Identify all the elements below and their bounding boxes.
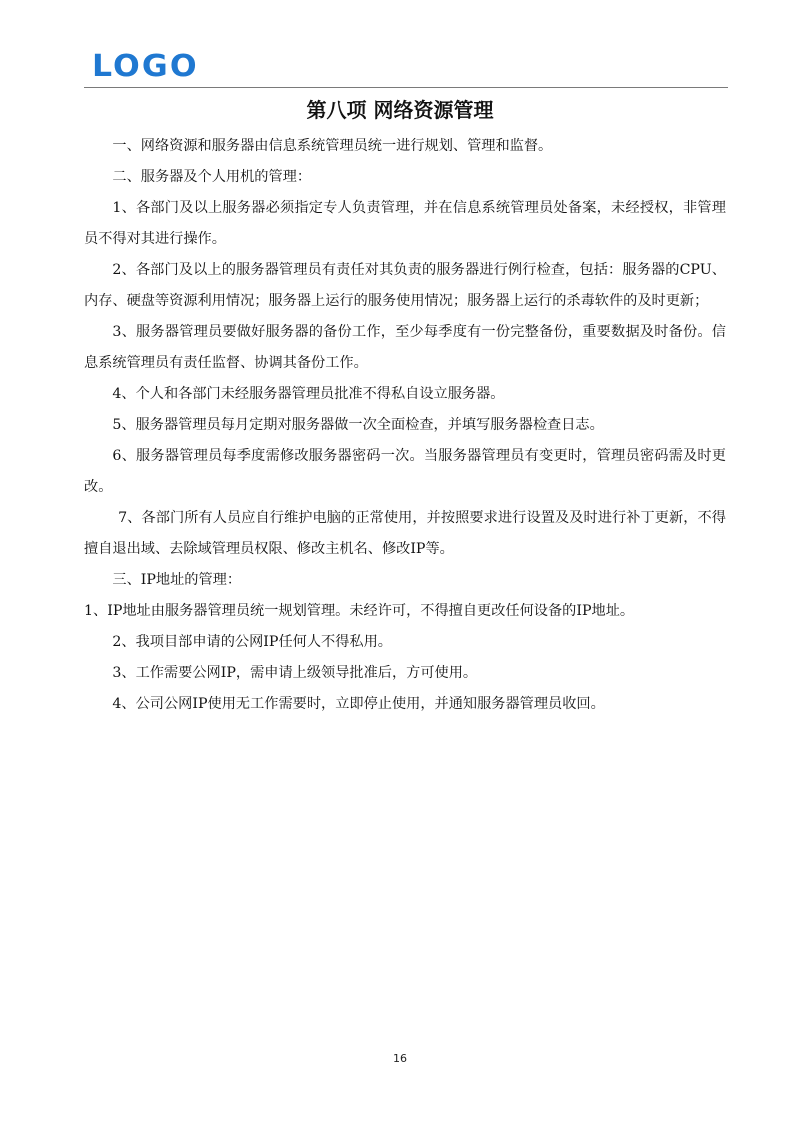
paragraph-item-2-5: 5、服务器管理员每月定期对服务器做一次全面检查，并填写服务器检查日志。 <box>112 417 604 433</box>
paragraph-item-2-2: 2、各部门及以上的服务器管理员有责任对其负责的服务器进行例行检查，包括：服务器的CPU、内存、硬盘等资源利用情况；服务器上运行的服务使用情况；服务器上运行的杀毒软件的及时更新； <box>84 262 726 309</box>
paragraph-section-1: 一、网络资源和服务器由信息系统管理员统一进行规划、管理和监督。 <box>112 138 553 154</box>
page-number: 16 <box>393 1052 407 1065</box>
paragraph-section-3: 三、IP地址的管理： <box>112 572 242 588</box>
paragraph-item-3-1: 1、IP地址由服务器管理员统一规划管理。未经许可，不得擅自更改任何设备的IP地址。 <box>84 603 635 619</box>
paragraph-item-2-1: 1、各部门及以上服务器必须指定专人负责管理，并在信息系统管理员处备案，未经授权，非管理员不得对其进行操作。 <box>84 200 726 247</box>
paragraph-item-2-4: 4、个人和各部门未经服务器管理员批准不得私自设立服务器。 <box>112 386 505 402</box>
paragraph-item-3-2: 2、我项目部申请的公网IP任何人不得私用。 <box>112 634 392 650</box>
paragraph-section-2: 二、服务器及个人用机的管理： <box>112 169 312 185</box>
paragraph-item-3-4: 4、公司公网IP使用无工作需要时，立即停止使用，并通知服务器管理员收回。 <box>112 696 605 712</box>
paragraph-item-2-3: 3、服务器管理员要做好服务器的备份工作，至少每季度有一份完整备份，重要数据及时备份。信息系统管理员有责任监督、协调其备份工作。 <box>84 324 726 371</box>
document-body <box>84 131 726 720</box>
company-logo <box>92 49 199 84</box>
paragraph-item-2-6: 6、服务器管理员每季度需修改服务器密码一次。当服务器管理员有变更时，管理员密码需及时更改。 <box>84 448 726 495</box>
paragraph-item-3-3: 3、工作需要公网IP，需申请上级领导批准后，方可使用。 <box>112 665 478 681</box>
logo-text: LOGO <box>92 49 199 84</box>
header-divider <box>84 87 728 88</box>
paragraph-item-2-7: 7、各部门所有人员应自行维护电脑的正常使用，并按照要求进行设置及及时进行补丁更新，不得擅自退出域、去除域管理员权限、修改主机名、修改IP等。 <box>84 510 726 557</box>
document-title: 第八项 网络资源管理 <box>306 98 494 122</box>
